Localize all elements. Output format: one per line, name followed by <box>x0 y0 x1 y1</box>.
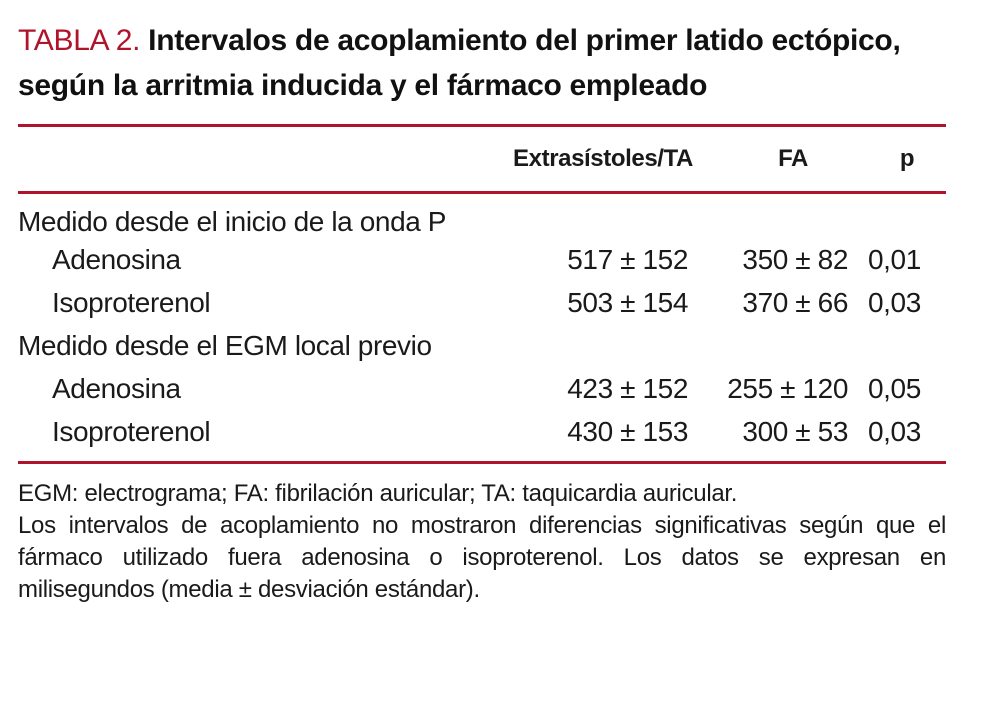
table-number: TABLA 2. <box>18 24 141 57</box>
table-row <box>18 410 946 453</box>
p-value: 0,01 <box>868 243 921 275</box>
group-row <box>18 194 946 238</box>
bottom-rule <box>18 461 946 464</box>
ta-value: 430 ± 153 <box>567 415 688 447</box>
ta-value: 423 ± 152 <box>567 372 688 404</box>
ta-value: 503 ± 154 <box>567 286 688 318</box>
drug-label: Isoproterenol <box>52 286 211 318</box>
fa-value: 300 ± 53 <box>742 415 848 447</box>
p-value: 0,03 <box>868 415 921 447</box>
drug-label: Isoproterenol <box>52 415 211 447</box>
fa-value: 350 ± 82 <box>742 243 848 275</box>
header-label <box>18 127 488 191</box>
footnote-text: Los intervalos de acoplamiento no mostraron diferencias significativas según que el fármaco utilizado fuera adenosina o isoproterenol. Los datos se expresan en milisegundos (media ± desviación estándar). <box>18 512 946 603</box>
p-value: 0,05 <box>868 372 921 404</box>
header-row <box>18 127 946 191</box>
abbreviations-note: EGM: electrograma; FA: fibrilación auricular; TA: taquicardia auricular. <box>18 480 738 507</box>
table-notes <box>18 478 946 606</box>
group-row <box>18 324 946 367</box>
header-extrasistoles-ta: Extrasístoles/TA <box>513 145 693 172</box>
group-label: Medido desde el EGM local previo <box>18 329 432 361</box>
header-fa: FA <box>778 145 808 172</box>
p-value: 0,03 <box>868 286 921 318</box>
table-caption <box>18 18 946 108</box>
group-label: Medido desde el inicio de la onda P <box>18 206 447 237</box>
table-figure <box>18 18 946 606</box>
table-body <box>18 194 946 453</box>
data-table <box>18 127 946 453</box>
ta-value: 517 ± 152 <box>567 243 688 275</box>
table-header <box>18 127 946 194</box>
table-row <box>18 281 946 324</box>
drug-label: Adenosina <box>52 243 181 275</box>
table-title: Intervalos de acoplamiento del primer latido ectópico, según la arritmia inducida y el fármaco empleado <box>18 24 901 102</box>
header-p: p <box>899 145 915 172</box>
drug-label: Adenosina <box>52 372 181 404</box>
fa-value: 255 ± 120 <box>727 372 848 404</box>
table-row <box>18 238 946 281</box>
table-row <box>18 367 946 410</box>
fa-value: 370 ± 66 <box>742 286 848 318</box>
